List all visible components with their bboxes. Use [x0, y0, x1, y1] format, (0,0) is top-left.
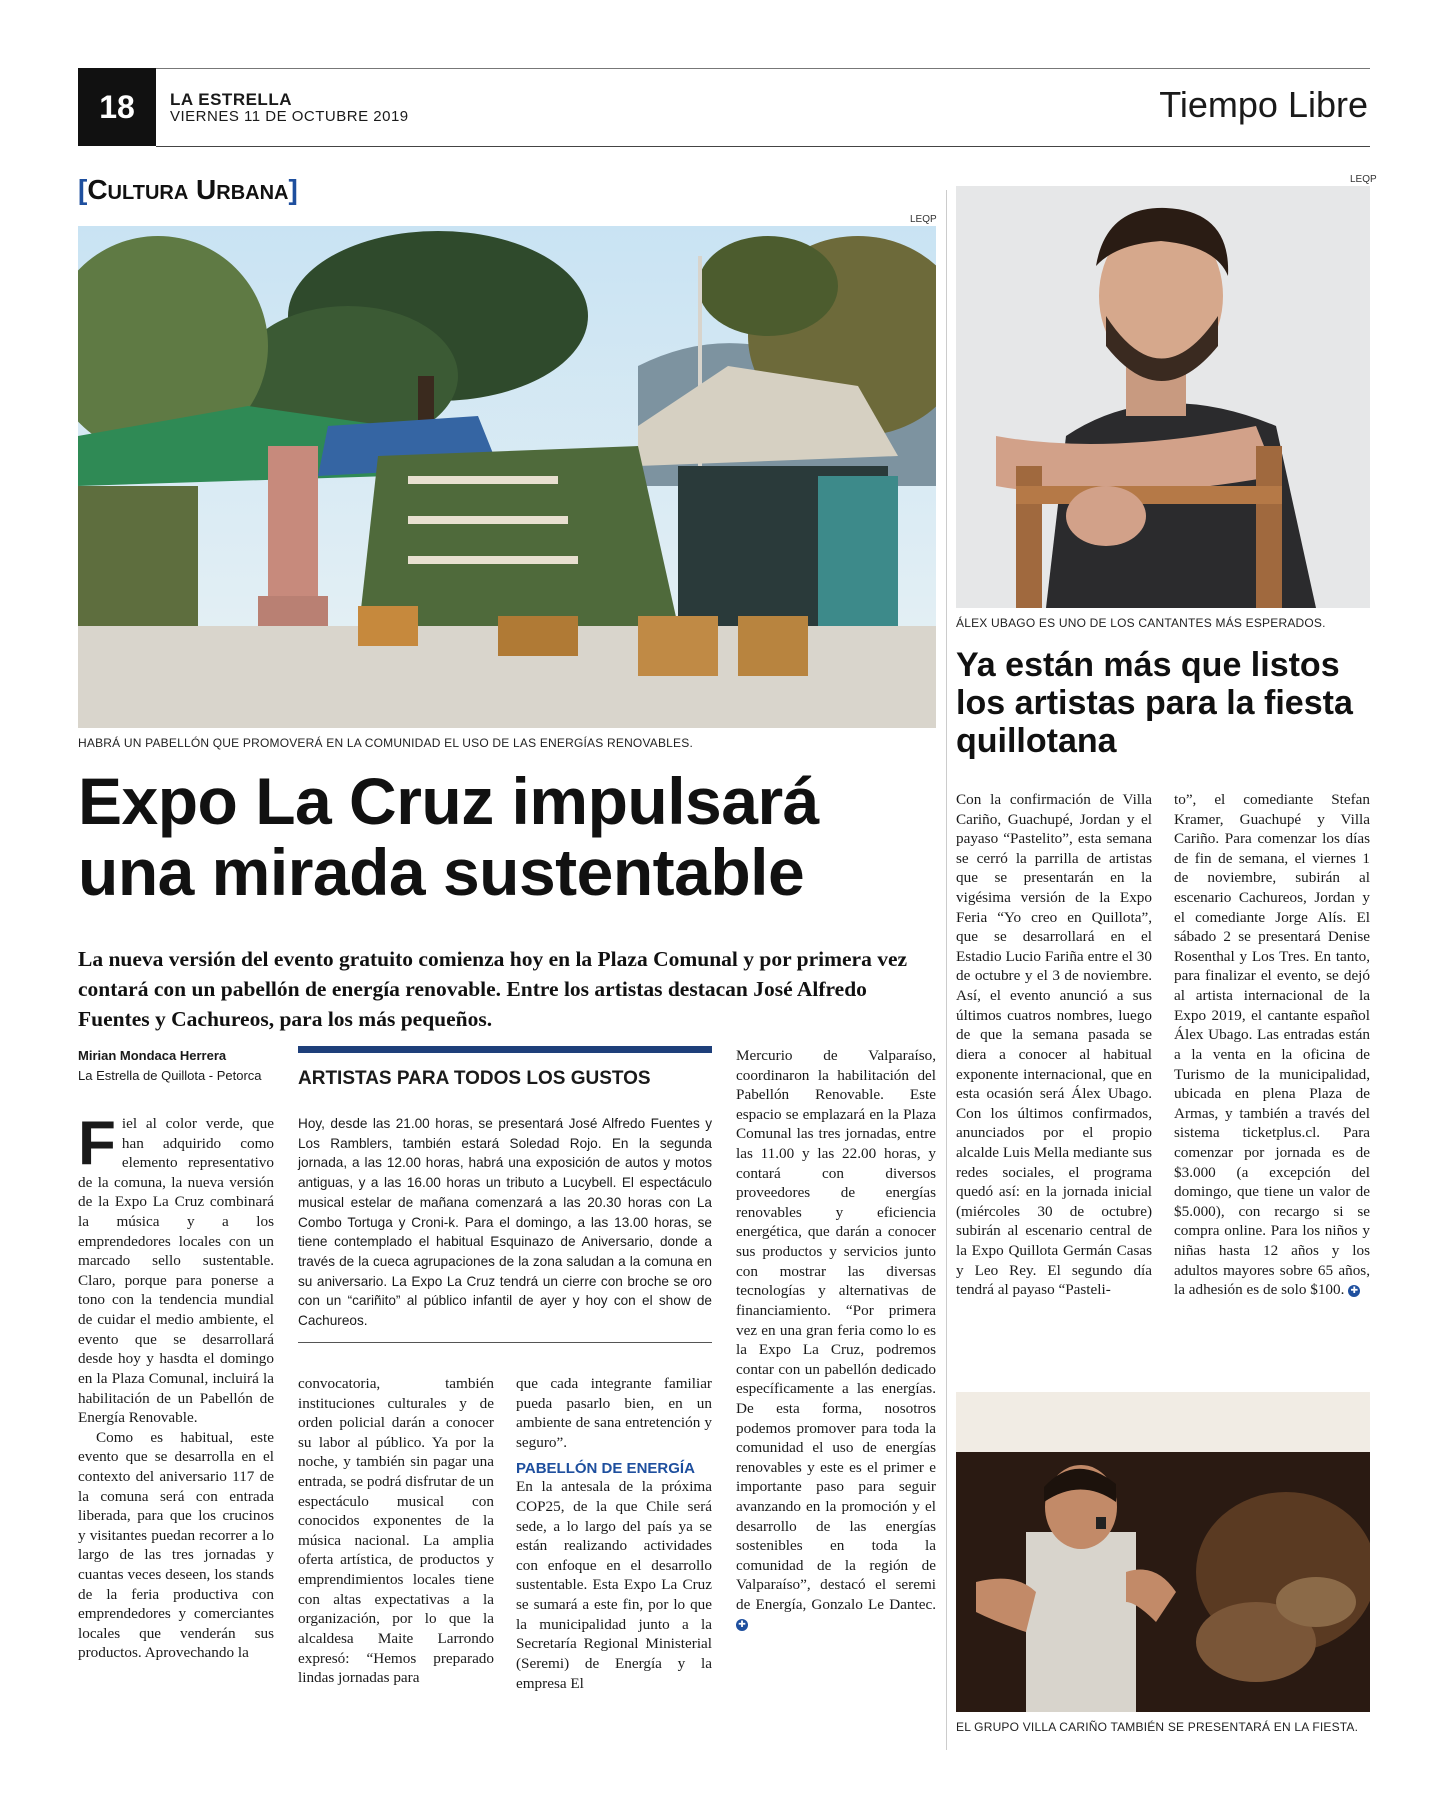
- band-photo-image: [956, 1392, 1370, 1712]
- header-rule: [156, 146, 1370, 147]
- box-title: ARTISTAS PARA TODOS LOS GUSTOS: [298, 1068, 651, 1089]
- band-photo-caption: EL GRUPO VILLA CARIÑO TAMBIÉN SE PRESENTARÁ EN LA FIESTA.: [956, 1720, 1359, 1734]
- article-column-2: convocatoria, también instituciones culturales y de orden policial darán a conocer su labor al público. Ya por la noche, y también sin pagar una entrada, se podrá disfrutar de un espectáculo musical con conocidos exponentes de la música nacional. La amplia oferta artística, de productos y emprendimientos locales tiene con altas expectativas a la organización, por lo que la alcaldesa Maite Larrondo expresó: “Hemos preparado lindas jornadas para: [298, 1375, 494, 1687]
- column-divider: [946, 190, 947, 1750]
- subhead-energy: PABELLÓN DE ENERGÍA: [516, 1460, 695, 1478]
- singer-photo-credit: LEQP: [1350, 174, 1377, 185]
- band-photo: [956, 1392, 1370, 1712]
- page-number: 18: [78, 68, 156, 146]
- end-mark-icon: ✚: [1348, 1285, 1360, 1297]
- article-deck: La nueva versión del evento gratuito comienza hoy en la Plaza Comunal y por primera vez contará con un pabellón de energía renovable. Entre los artistas destacan José Alfredo Fuentes y Cachureos, para los más pequeños.: [78, 947, 908, 1032]
- fair-photo: [78, 226, 936, 728]
- issue-date: VIERNES 11 DE OCTUBRE 2019: [170, 108, 409, 125]
- end-mark-icon: ✚: [736, 1619, 748, 1631]
- singer-photo-image: [956, 186, 1370, 608]
- article-column-4: Mercurio de Valparaíso, coordinaron la habilitación del Pabellón Renovable. Este espacio se emplazará en la Plaza Comunal las tres jornadas, entre las 11.00 y las 22.00 horas, y contará con diversos proveedores de energías renovables y eficiencia energética, que darán a conocer sus productos y servicios junto con mostrar las diversas tecnologías y alternativas de financiamiento. “Por primera vez en una gran feria como lo es la Expo La Cruz, podremos contar con un pabellón dedicado específicamente a las energías. De esta forma, nosotros podemos promover para toda la comunidad el uso de energías renovables y este es el primer e importante paso para seguir avanzando en la promoción y el desarrollo de las energías sostenibles en toda la comunidad de la región de Valparaíso”, destacó el seremi de Energía, Gonzalo Le Dantec. ✚: [736, 1047, 936, 1631]
- singer-photo-caption: ÁLEX UBAGO ES UNO DE LOS CANTANTES MÁS ESPERADOS.: [956, 616, 1326, 630]
- article-column-3: que cada integrante familiar pueda pasarlo bien, en un ambiente de sana entretención y seguro”. PABELLÓN DE ENERGÍA En la antesala de la próxima COP25, de la que Chile será sede, a lo largo del país ya se están realizando actividades con enfoque en el desarrollo sustentable. Esta Expo La Cruz se sumará a este fin, por lo que la municipalidad junto a la Secretaría Regional Ministerial (Seremi) de Energía y la empresa El: [516, 1375, 712, 1692]
- side-column-2: to”, el comediante Stefan Kramer, Guachupé y Villa Cariño. Para comenzar los días de fin de semana, el viernes 1 de noviembre, subirán al escenario Cachureos, Jordan y el comediante Jorge Alís. El sábado 2 se presentará Denise Rosenthal y Los Tres. En tanto, para finalizar el evento, se dejó al artista internacional de la Expo 2019, el cantante español Álex Ubago. Las entradas están a la venta en la oficina de Turismo de la municipalidad, ubicada en plena Plaza de Armas, y también a través del sistema ticketplus.cl. Para comenzar por jornada es de $3.000 (a excepción del domingo, que tiene un valor de $5.000), con recargo si se compra online. Para los niños y niñas hasta 12 años y los adultos mayores sobre 65 años, la adhesión es de solo $100. ✚: [1174, 791, 1370, 1299]
- article-headline: Expo La Cruz impulsará una mirada sustentable: [78, 764, 819, 910]
- photo-credit: LEQP: [910, 214, 937, 225]
- section-kicker: [Cultura Urbana]: [78, 174, 298, 205]
- box-text: Hoy, desde las 21.00 horas, se presentará José Alfredo Fuentes y Los Ramblers, también estará Soledad Rojo. En la segunda jornada, a las 12.00 horas, habrá una exposición de autos y motos antiguas, y a las 16.00 horas un tributo a Lucybell. El espectáculo musical estelar de mañana comenzará a las 20.30 horas con La Combo Tortuga y Croni-k. Para el domingo, a las 13.00 horas, se tiene contemplado el habitual Esquinazo de Aniversario, donde a través de la cueca agrupaciones de la zona saludan a la comuna en su aniversario. La Expo La Cruz tendrá un cierre con broche se oro con un “cariñito” al público infantil de ayer y hoy con el show de Cachureos.: [298, 1116, 712, 1329]
- byline-name: Mirian Mondaca Herrera: [78, 1048, 227, 1063]
- section-title: Tiempo Libre: [1159, 84, 1368, 125]
- main-photo-caption: HABRÁ UN PABELLÓN QUE PROMOVERÁ EN LA COMUNIDAD EL USO DE LAS ENERGÍAS RENOVABLES.: [78, 736, 693, 750]
- byline: [78, 1046, 262, 1085]
- top-rule: [78, 68, 1370, 69]
- box-bottom-rule: [298, 1342, 712, 1343]
- singer-photo: [956, 186, 1370, 608]
- box-rule: [298, 1046, 712, 1053]
- fair-photo-image: [78, 226, 936, 728]
- side-headline: Ya están más que listos los artistas para la fiesta quillotana: [956, 646, 1353, 761]
- side-column-1: Con la confirmación de Villa Cariño, Guachupé, Jordan y el payaso “Pastelito”, esta semana se cerró la parrilla de artistas que se presentarán en la vigésima versión de la Expo Feria “Yo creo en Quillota”, que se desarrollará en el Estadio Lucio Fariña entre el 30 de octubre y el 3 de noviembre. Así, el evento anunció a sus últimos cuatros nombres, luego de que la semana pasada se diera a conocer al habitual exponente internacional, que en esta ocasión será Álex Ubago. Con los últimos confirmados, anunciados por el propio alcalde Luis Mella mediante sus redes sociales, el programa quedó así: en la jornada inicial (miércoles 30 de octubre) subirán al escenario central de la Expo Quillota Germán Casas y Leo Rey. El segundo día tendrá al payaso “Pasteli-: [956, 791, 1152, 1299]
- byline-outlet: La Estrella de Quillota - Petorca: [78, 1067, 262, 1083]
- paper-name: LA ESTRELLA: [170, 90, 292, 109]
- dropcap: F: [78, 1109, 116, 1178]
- article-column-1: Fiel al color verde, que han adquirido como elemento representativo de la comuna, la nueva versión de la Expo La Cruz combinará la música y a los emprendedores locales con un marcado sello sustentable. Claro, porque para ponerse a tono con la tendencia mundial de cuidar el medio ambiente, el evento que se desarrollará desde hoy y hasdta el domingo en la Plaza Comunal, incluirá la habilitación de un Pabellón de Energía Renovable. Como es habitual, este evento que se desarrolla en el contexto del aniversario 117 de la comuna será con entrada liberada, para que los crucinos y visitantes puedan recorrer a lo largo de las tres jornadas y cuantas veces deseen, los stands de la feria productiva con emprendedores y comerciantes locales que venderán sus productos. Aprovechando la: [78, 1109, 274, 1662]
